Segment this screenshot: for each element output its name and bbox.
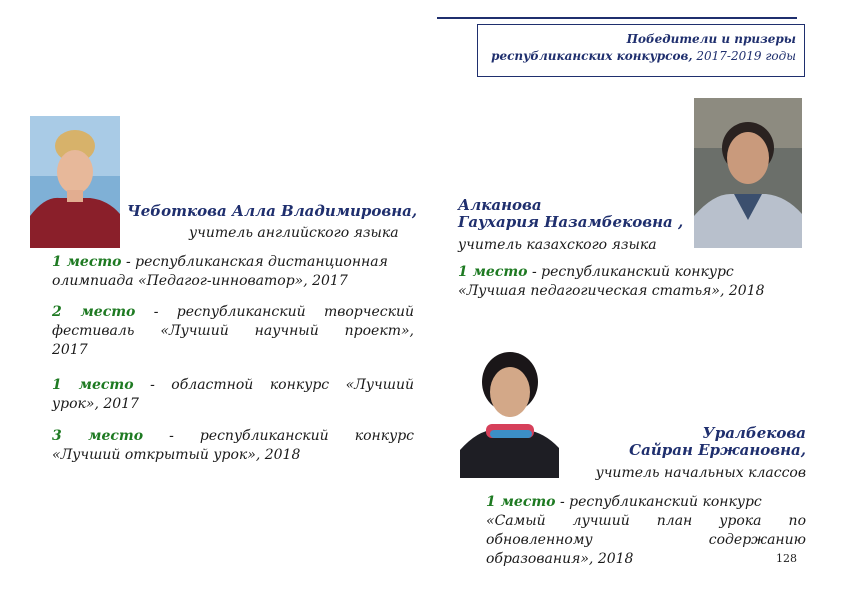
- person-2-role: учитель казахского языка: [458, 237, 657, 253]
- header-line-2: республиканских конкурсов, 2017-2019 годы: [491, 49, 796, 63]
- person-3-role: учитель начальных классов: [595, 465, 806, 481]
- header-rule: [437, 17, 797, 19]
- photo-chebotkova: [30, 116, 120, 248]
- header-line-1: Победители и призеры: [626, 32, 796, 46]
- page-number: 128: [776, 552, 797, 565]
- person-1-award-4: 3 место - республиканский конкурс «Лучший открытый урок», 2018: [52, 428, 415, 463]
- person-3-award-1: 1 место - республиканский конкурс «Самый лучший план урока по обновленному содержанию образования», 2018: [486, 494, 806, 567]
- person-1-role: учитель английского языка: [189, 225, 399, 241]
- section-header: [477, 24, 805, 77]
- person-1-award-1: 1 место - республиканская дистанционная олимпиада «Педагог-инноватор», 2017: [52, 254, 388, 289]
- person-1-award-2: 2 место - республиканский творческий фестиваль «Лучший научный проект», 2017: [52, 304, 414, 358]
- person-2-name: Алканова Гаухария Назамбековна ,: [458, 196, 684, 231]
- photo-alkanova: [694, 98, 802, 248]
- person-1-award-3: 1 место - областной конкурс «Лучший урок», 2017: [52, 377, 414, 412]
- person-3-name: Уралбекова Сайран Ержановна,: [629, 424, 806, 459]
- person-1-name: Чеботкова Алла Владимировна,: [127, 202, 418, 220]
- photo-uralbekova: [460, 338, 559, 478]
- person-2-award-1: 1 место - республиканский конкурс «Лучшая педагогическая статья», 2018: [458, 264, 765, 299]
